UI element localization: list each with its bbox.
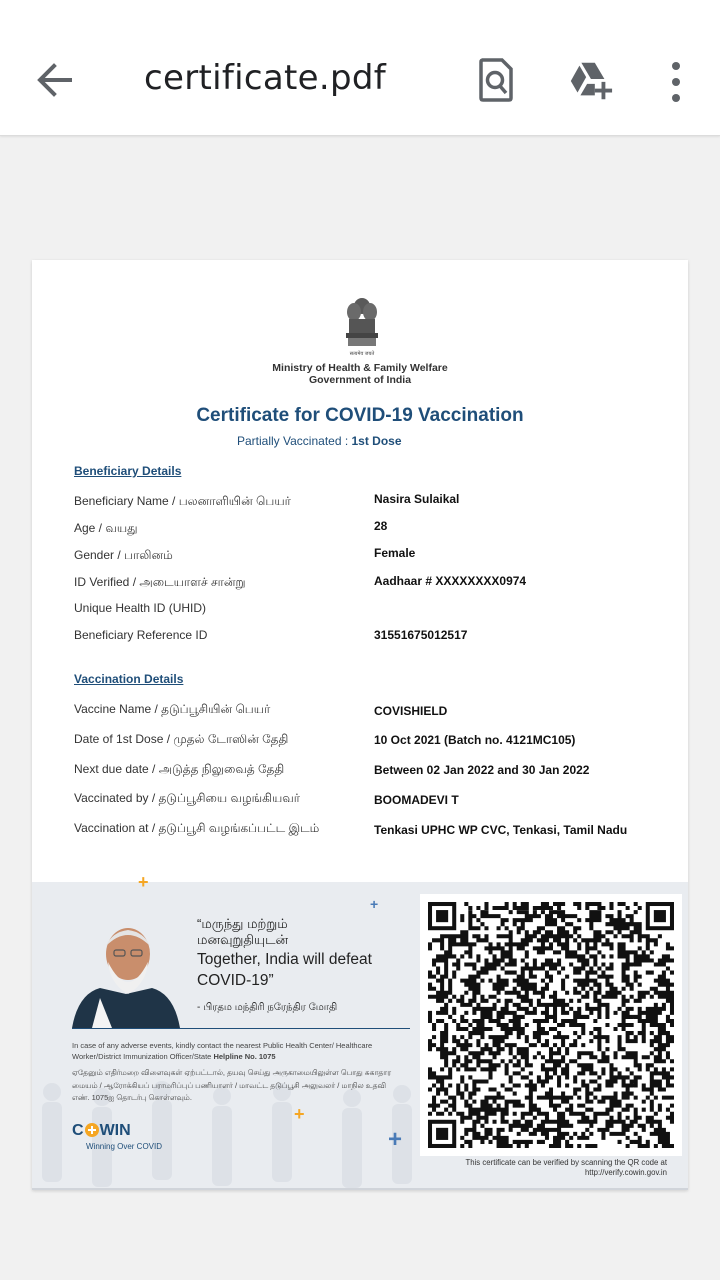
age-value: 28 — [374, 519, 388, 533]
back-arrow-icon — [30, 58, 78, 102]
more-vert-icon — [652, 58, 700, 102]
reference-id-label: Beneficiary Reference ID — [74, 628, 208, 642]
prime-minister-portrait — [72, 922, 180, 1028]
helpline-tamil: ஏதேனும் எதிர்மறை விளைவுகள் ஏற்பட்டால், தயவு செய்து அருகாமையிலுள்ள பொது சுகாதார மையம் / ஆரோக்கியப் பராமரிப்புப் பணியாளர் / மாவட்ட தடுப்பூசி அலுவலர் / மாநில உதவி எண். 1075ஐ தொடர்பு கொள்ளவும். — [72, 1068, 392, 1102]
vaccination-at-value: Tenkasi UPHC WP CVC, Tenkasi, Tamil Nadu — [374, 823, 628, 837]
quote-tamil-line2: மனவுறுதியுடன் — [197, 932, 289, 947]
id-verified-value: Aadhaar # XXXXXXXX0974 — [374, 574, 527, 588]
beneficiary-name-label: Beneficiary Name / பலனாளியின் பெயர் — [74, 494, 291, 508]
status-prefix: Partially Vaccinated : — [237, 434, 352, 448]
next-due-date-value: Between 02 Jan 2022 and 30 Jan 2022 — [374, 763, 590, 777]
gender-value: Female — [374, 546, 416, 560]
vaccinated-by-label: Vaccinated by / தடுப்பூசியை வழங்கியவர் — [74, 791, 301, 805]
cowin-logo: C WIN — [72, 1122, 131, 1139]
emblem-caption: सत्यमेव जयते — [349, 351, 375, 357]
add-to-drive-button[interactable] — [566, 56, 614, 104]
app-bar — [0, 0, 720, 136]
add-to-drive-icon — [566, 58, 614, 102]
id-verified-label: ID Verified / அடையாளச் சான்று — [74, 575, 246, 589]
helpline-number: Helpline No. 1075 — [213, 1052, 276, 1061]
decor-plus-blue-icon: + — [370, 896, 379, 912]
quote-author: - பிரதம மந்திரி நரேந்திர மோதி — [197, 1002, 338, 1013]
find-in-page-icon — [478, 58, 514, 102]
vaccination-status — [237, 434, 402, 448]
gender-label: Gender / பாலினம் — [74, 548, 173, 562]
vaccine-name-value: COVISHIELD — [374, 704, 448, 718]
decor-plus-blue-icon: + — [388, 1126, 403, 1153]
ministry-name: Ministry of Health & Family Welfare — [272, 362, 448, 374]
decor-plus-orange-icon: + — [294, 1104, 305, 1124]
document-title: certificate.pdf — [144, 58, 387, 98]
vaccine-name-label: Vaccine Name / தடுப்பூசியின் பெயர் — [74, 702, 271, 716]
helpline-info: In case of any adverse events, kindly contact the nearest Public Health Center/ Healthcare Worker/District Immunization Officer/State — [72, 1041, 373, 1061]
reference-id-value: 31551675012517 — [374, 628, 468, 642]
beneficiary-name-value: Nasira Sulaikal — [374, 492, 460, 506]
qr-code-image — [420, 894, 682, 1156]
dose-label: 1st Dose — [351, 434, 402, 448]
next-due-date-label: Next due date / அடுத்த நிலுவைத் தேதி — [74, 762, 285, 776]
age-label: Age / வயது — [74, 521, 138, 535]
verify-note: This certificate can be verified by scanning the QR code at http://verify.cowin.gov.in — [465, 1158, 667, 1177]
find-in-page-button[interactable] — [472, 56, 520, 104]
government-name: Government of India — [308, 374, 412, 386]
back-button[interactable] — [30, 58, 78, 102]
certificate-title: Certificate for COVID-19 Vaccination — [196, 405, 524, 426]
certificate-footer — [32, 872, 688, 1188]
cowin-tagline: Winning Over COVID — [86, 1142, 163, 1151]
decor-plus-orange-icon: + — [138, 872, 149, 892]
helpline-text — [72, 1040, 412, 1062]
quote-tamil-line1: “மருந்து மற்றும் — [197, 916, 288, 931]
quote-english: Together, India will defeat COVID-19” — [197, 951, 372, 989]
vaccination-heading: Vaccination Details — [74, 672, 184, 686]
beneficiary-heading: Beneficiary Details — [74, 464, 182, 478]
vaccination-at-label: Vaccination at / தடுப்பூசி வழங்கப்பட்ட இடம் — [74, 821, 320, 835]
first-dose-date-label: Date of 1st Dose / முதல் டோஸின் தேதி — [74, 732, 289, 746]
qr-code[interactable] — [420, 894, 682, 1156]
more-options-button[interactable] — [652, 56, 700, 104]
first-dose-date-value: 10 Oct 2021 (Batch no. 4121MC105) — [374, 733, 576, 747]
uhid-label: Unique Health ID (UHID) — [74, 601, 207, 615]
national-emblem-icon — [342, 294, 382, 358]
footer-divider — [72, 1028, 410, 1029]
vaccinated-by-value: BOOMADEVI T — [374, 793, 459, 807]
footer-edge — [32, 1188, 688, 1190]
pdf-page[interactable] — [32, 260, 688, 1190]
